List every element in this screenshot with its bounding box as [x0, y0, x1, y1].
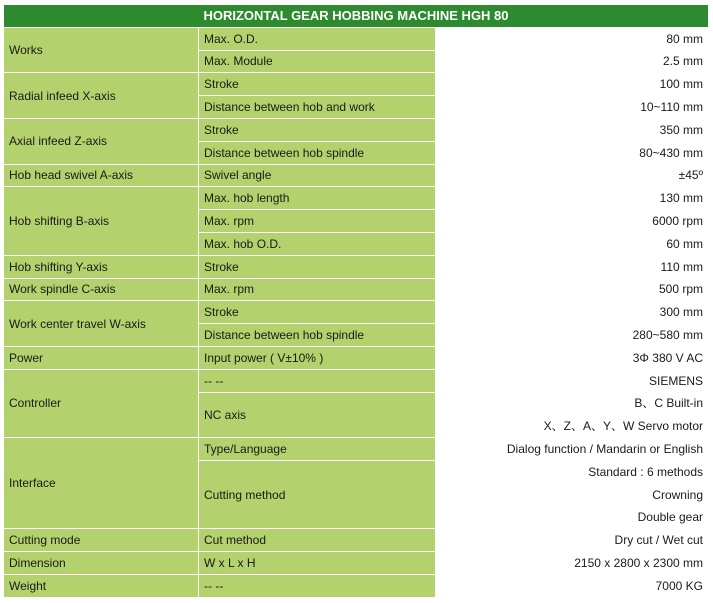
parameter-cell: Stroke	[199, 73, 436, 96]
parameter-cell: Swivel angle	[199, 164, 436, 187]
category-cell: Work center travel W-axis	[4, 301, 199, 347]
table-row	[4, 118, 709, 141]
table-row	[4, 278, 709, 301]
parameter-cell: Cut method	[199, 529, 436, 552]
parameter-cell: Max. rpm	[199, 278, 436, 301]
category-cell: Hob shifting B-axis	[4, 187, 199, 255]
parameter-cell: Distance between hob and work	[199, 96, 436, 119]
value-cell: ±45º	[436, 164, 709, 187]
parameter-cell: Type/Language	[199, 438, 436, 461]
parameter-cell: Stroke	[199, 301, 436, 324]
value-cell: 300 mm	[436, 301, 709, 324]
value-cell: Double gear	[436, 506, 709, 529]
parameter-cell: Cutting method	[199, 460, 436, 528]
table-row	[4, 187, 709, 210]
table-row	[4, 529, 709, 552]
parameter-cell: NC axis	[199, 392, 436, 438]
category-cell: Weight	[4, 574, 199, 597]
category-cell: Hob shifting Y-axis	[4, 255, 199, 278]
value-cell: 10~110 mm	[436, 96, 709, 119]
category-cell: Controller	[4, 369, 199, 437]
parameter-cell: Distance between hob spindle	[199, 141, 436, 164]
table-row	[4, 574, 709, 597]
parameter-cell: -- --	[199, 574, 436, 597]
category-cell: Work spindle C-axis	[4, 278, 199, 301]
table-row	[4, 255, 709, 278]
value-cell: X、Z、A、Y、W Servo motor	[436, 415, 709, 438]
value-cell: 500 rpm	[436, 278, 709, 301]
table-row	[4, 346, 709, 369]
table-row	[4, 164, 709, 187]
value-cell: 60 mm	[436, 232, 709, 255]
parameter-cell: Max. O.D.	[199, 27, 436, 50]
category-cell: Axial infeed Z-axis	[4, 118, 199, 164]
value-cell: SIEMENS	[436, 369, 709, 392]
value-cell: Crowning	[436, 483, 709, 506]
parameter-cell: Stroke	[199, 118, 436, 141]
value-cell: 350 mm	[436, 118, 709, 141]
table-row	[4, 73, 709, 96]
table-row	[4, 369, 709, 392]
spec-sheet	[3, 4, 708, 598]
parameter-cell: Distance between hob spindle	[199, 324, 436, 347]
table-title: HORIZONTAL GEAR HOBBING MACHINE HGH 80	[4, 5, 709, 28]
value-cell: 80~430 mm	[436, 141, 709, 164]
table-row	[4, 301, 709, 324]
value-cell: 6000 rpm	[436, 210, 709, 233]
table-row	[4, 27, 709, 50]
value-cell: 130 mm	[436, 187, 709, 210]
category-cell: Hob head swivel A-axis	[4, 164, 199, 187]
value-cell: 7000 KG	[436, 574, 709, 597]
parameter-cell: Max. hob O.D.	[199, 232, 436, 255]
value-cell: Dialog function / Mandarin or English	[436, 438, 709, 461]
category-cell: Power	[4, 346, 199, 369]
title-row	[4, 5, 709, 28]
category-cell: Dimension	[4, 552, 199, 575]
value-cell: 280~580 mm	[436, 324, 709, 347]
table-row	[4, 438, 709, 461]
value-cell: Dry cut / Wet cut	[436, 529, 709, 552]
value-cell: B、C Built-in	[436, 392, 709, 415]
parameter-cell: W x L x H	[199, 552, 436, 575]
value-cell: 3Φ 380 V AC	[436, 346, 709, 369]
category-cell: Radial infeed X-axis	[4, 73, 199, 119]
parameter-cell: Input power ( V±10% )	[199, 346, 436, 369]
value-cell: 100 mm	[436, 73, 709, 96]
category-cell: Works	[4, 27, 199, 73]
category-cell: Cutting mode	[4, 529, 199, 552]
value-cell: Standard : 6 methods	[436, 460, 709, 483]
value-cell: 2150 x 2800 x 2300 mm	[436, 552, 709, 575]
parameter-cell: -- --	[199, 369, 436, 392]
parameter-cell: Stroke	[199, 255, 436, 278]
parameter-cell: Max. Module	[199, 50, 436, 73]
table-row	[4, 552, 709, 575]
category-cell: Interface	[4, 438, 199, 529]
parameter-cell: Max. hob length	[199, 187, 436, 210]
parameter-cell: Max. rpm	[199, 210, 436, 233]
value-cell: 110 mm	[436, 255, 709, 278]
value-cell: 2.5 mm	[436, 50, 709, 73]
value-cell: 80 mm	[436, 27, 709, 50]
spec-table	[3, 4, 709, 598]
